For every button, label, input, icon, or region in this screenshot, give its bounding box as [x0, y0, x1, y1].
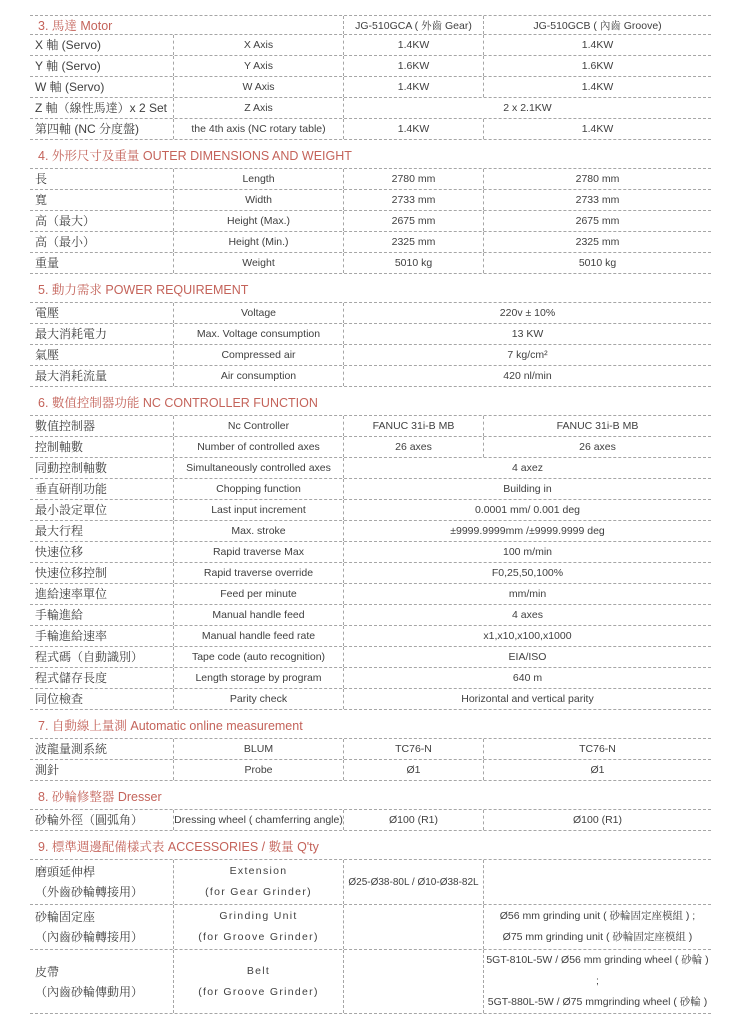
value-b: 1.6KW [483, 56, 711, 76]
label-zh: 最大消耗電力 [35, 327, 108, 341]
label-zh: 電壓 [35, 306, 60, 320]
label-zh: 進給速率單位 [35, 587, 108, 601]
value-b: 1.4KW [483, 35, 711, 55]
label-zh: 波龍量測系統 [35, 742, 108, 756]
label-en: BLUM [173, 739, 343, 759]
table-row [30, 35, 711, 56]
label-en: Number of controlled axes [173, 437, 343, 457]
table-row [30, 584, 711, 605]
label-zh: 最大消耗流量 [35, 369, 108, 383]
value-b: 2780 mm [483, 169, 711, 189]
label-en: Air consumption [173, 366, 343, 386]
label-en: Length storage by program [173, 668, 343, 688]
value-b: 2325 mm [483, 232, 711, 252]
value-b: 2733 mm [483, 190, 711, 210]
label-en: Dressing wheel ( chamferring angle) [173, 810, 343, 830]
label-zh: 數值控制器 [35, 419, 96, 433]
value-a: 2780 mm [343, 169, 483, 189]
table-row [30, 668, 711, 689]
section-table [30, 415, 711, 710]
value-span: 4 axes [343, 605, 711, 625]
label-en: the 4th axis (NC rotary table) [173, 119, 343, 139]
label-zh: 最小設定單位 [35, 503, 108, 517]
table-row [30, 739, 711, 760]
value-span: EIA/ISO [343, 647, 711, 667]
cell-line: 磨頭延伸桿 [35, 865, 96, 879]
value-a: 5010 kg [343, 253, 483, 273]
table-row [30, 77, 711, 98]
section-table [30, 15, 711, 140]
label-zh: Y 軸 (Servo) [35, 59, 101, 73]
table-row [30, 190, 711, 211]
label-zh [30, 860, 173, 904]
value-a: 2325 mm [343, 232, 483, 252]
table-row [30, 521, 711, 542]
label-en: Height (Max.) [173, 211, 343, 231]
value-a: 1.6KW [343, 56, 483, 76]
cell-line: 5GT-880L-5W / Ø75 mmgrinding wheel ( 砂輪 ) [487, 996, 708, 1008]
label-en: Compressed air [173, 345, 343, 365]
table-row [30, 647, 711, 668]
table-row [30, 950, 711, 1014]
section-table [30, 302, 711, 387]
section-title: 7. 自動線上量測 Automatic online measurement [38, 719, 303, 733]
label-zh: 氣壓 [35, 348, 60, 362]
cell-line: (for Groove Grinder) [198, 985, 319, 998]
table-row [30, 303, 711, 324]
value-b: 1.4KW [483, 77, 711, 97]
table-row [30, 253, 711, 274]
label-zh: 同動控制軸數 [35, 461, 108, 475]
value-span: Building in [343, 479, 711, 499]
label-en: Manual handle feed [173, 605, 343, 625]
cell-line: 5GT-810L-5W / Ø56 mm grinding wheel ( 砂輪 ) ; [486, 954, 709, 987]
value-b: 2675 mm [483, 211, 711, 231]
table-row [30, 563, 711, 584]
table-row [30, 689, 711, 710]
value-a: Ø25-Ø38-80L / Ø10-Ø38-82L [343, 860, 483, 904]
label-en: Width [173, 190, 343, 210]
label-zh: 最大行程 [35, 524, 84, 538]
label-en: Tape code (auto recognition) [173, 647, 343, 667]
value-span: mm/min [343, 584, 711, 604]
label-zh: 長 [35, 172, 48, 186]
section-table [30, 168, 711, 274]
value-a: Ø1 [343, 760, 483, 780]
value-a: 1.4KW [343, 119, 483, 139]
value-span: 640 m [343, 668, 711, 688]
label-en: Last input increment [173, 500, 343, 520]
value-span: 0.0001 mm/ 0.001 deg [343, 500, 711, 520]
label-en: Rapid traverse Max [173, 542, 343, 562]
label-en: Height (Min.) [173, 232, 343, 252]
label-en: Parity check [173, 689, 343, 709]
value-a: 2675 mm [343, 211, 483, 231]
label-zh: 測針 [35, 763, 60, 777]
value-b: 5010 kg [483, 253, 711, 273]
value-span: 100 m/min [343, 542, 711, 562]
label-en [173, 905, 343, 949]
label-en: Weight [173, 253, 343, 273]
label-zh: W 軸 (Servo) [35, 80, 105, 94]
value-b: 1.4KW [483, 119, 711, 139]
label-en: Simultaneously controlled axes [173, 458, 343, 478]
section-title: 3. 馬達 Motor [38, 19, 113, 33]
cell-line: (for Groove Grinder) [198, 931, 319, 943]
label-zh [30, 950, 173, 1013]
label-zh: 程式儲存長度 [35, 671, 108, 685]
table-row [30, 437, 711, 458]
label-zh: 手輪進給 [35, 608, 84, 622]
section-title: 9. 標準週邊配備樣式表 ACCESSORIES / 數量 Q'ty [38, 840, 319, 854]
table-row [30, 232, 711, 253]
value-b: 26 axes [483, 437, 711, 457]
value-a: Ø100 (R1) [343, 810, 483, 830]
table-row [30, 905, 711, 950]
label-zh: 控制軸數 [35, 440, 84, 454]
label-en: Y Axis [173, 56, 343, 76]
label-en: Probe [173, 760, 343, 780]
label-en: W Axis [173, 77, 343, 97]
cell-line: Ø56 mm grinding unit ( 砂輪固定座模組 ) ; [499, 910, 696, 922]
label-en [173, 860, 343, 904]
label-zh: 垂直研削功能 [35, 482, 108, 496]
cell-line: Extension [229, 865, 288, 877]
label-zh: 重量 [35, 256, 60, 270]
cell-line: （內齒砂輪傳動用） [35, 984, 144, 999]
label-en [173, 950, 343, 1013]
value-span: ±9999.9999mm /±9999.9999 deg [343, 521, 711, 541]
table-row [30, 345, 711, 366]
label-en: X Axis [173, 35, 343, 55]
model-header-a: JG-510GCA ( 外齒 Gear) [343, 16, 483, 34]
cell-line: 砂輪固定座 [35, 910, 96, 924]
value-b: Ø100 (R1) [483, 810, 711, 830]
label-en: Nc Controller [173, 416, 343, 436]
table-row [30, 366, 711, 387]
table-row [30, 626, 711, 647]
label-zh: 同位檢查 [35, 692, 84, 706]
table-row [30, 211, 711, 232]
section-table [30, 738, 711, 781]
label-zh [30, 905, 173, 949]
value-a: FANUC 31i-B MB [343, 416, 483, 436]
table-row [30, 56, 711, 77]
cell-line: Ø75 mm grinding unit ( 砂輪固定座模組 ) [502, 931, 693, 943]
label-en: Max. stroke [173, 521, 343, 541]
section-table [30, 809, 711, 831]
table-row [30, 98, 711, 119]
value-a [343, 950, 483, 1013]
table-row [30, 605, 711, 626]
label-zh: Z 軸（線性馬達）x 2 Set [35, 101, 168, 115]
label-zh: X 軸 (Servo) [35, 38, 102, 52]
cell-line: Belt [246, 964, 271, 977]
value-b: TC76-N [483, 739, 711, 759]
table-row [30, 542, 711, 563]
value-span: 2 x 2.1KW [343, 98, 711, 118]
cell-line: （外齒砂輪轉接用） [35, 885, 144, 899]
cell-line: (for Gear Grinder) [205, 886, 312, 898]
value-a: 2733 mm [343, 190, 483, 210]
cell-line: Grinding Unit [219, 910, 298, 922]
value-a: 26 axes [343, 437, 483, 457]
section-title: 5. 動力需求 POWER REQUIREMENT [38, 283, 249, 297]
label-en: Max. Voltage consumption [173, 324, 343, 344]
label-zh: 手輪進給速率 [35, 629, 108, 643]
section-title: 8. 砂輪修整器 Dresser [38, 790, 162, 804]
section-title: 6. 數值控制器功能 NC CONTROLLER FUNCTION [38, 396, 318, 410]
label-en: Feed per minute [173, 584, 343, 604]
label-zh: 高（最大） [35, 214, 96, 228]
value-b: FANUC 31i-B MB [483, 416, 711, 436]
value-a: TC76-N [343, 739, 483, 759]
model-header-b: JG-510GCB ( 內齒 Groove) [483, 16, 711, 34]
value-span: Horizontal and vertical parity [343, 689, 711, 709]
label-zh: 第四軸 (NC 分度盤) [35, 122, 139, 136]
table-header-row [30, 16, 711, 35]
value-b: Ø1 [483, 760, 711, 780]
label-zh: 砂輪外徑（圓弧角） [35, 813, 144, 827]
label-en: Z Axis [173, 98, 343, 118]
value-a [343, 905, 483, 949]
value-span: F0,25,50,100% [343, 563, 711, 583]
label-en: Length [173, 169, 343, 189]
value-span: 220v ± 10% [343, 303, 711, 323]
value-span: 4 axez [343, 458, 711, 478]
table-row [30, 810, 711, 831]
value-span: 13 KW [343, 324, 711, 344]
section-table [30, 859, 711, 1014]
value-b [483, 950, 711, 1013]
table-row [30, 416, 711, 437]
table-row [30, 860, 711, 905]
value-b [483, 860, 711, 904]
value-span: 420 nl/min [343, 366, 711, 386]
table-row [30, 169, 711, 190]
table-row [30, 458, 711, 479]
cell-line: （內齒砂輪轉接用） [35, 930, 144, 944]
label-en: Chopping function [173, 479, 343, 499]
cell-line: 皮帶 [35, 964, 60, 979]
label-zh: 程式碼（自動識別） [35, 650, 144, 664]
label-zh: 快速位移控制 [35, 566, 108, 580]
label-zh: 寬 [35, 193, 48, 207]
table-row [30, 479, 711, 500]
table-row [30, 324, 711, 345]
table-row [30, 760, 711, 781]
table-row [30, 119, 711, 140]
label-en: Voltage [173, 303, 343, 323]
value-span: 7 kg/cm² [343, 345, 711, 365]
value-b [483, 905, 711, 949]
value-span: x1,x10,x100,x1000 [343, 626, 711, 646]
value-a: 1.4KW [343, 77, 483, 97]
value-a: 1.4KW [343, 35, 483, 55]
label-zh: 高（最小） [35, 235, 96, 249]
section-title: 4. 外形尺寸及重量 OUTER DIMENSIONS AND WEIGHT [38, 149, 352, 163]
label-zh: 快速位移 [35, 545, 84, 559]
label-en: Manual handle feed rate [173, 626, 343, 646]
label-en: Rapid traverse override [173, 563, 343, 583]
table-row [30, 500, 711, 521]
